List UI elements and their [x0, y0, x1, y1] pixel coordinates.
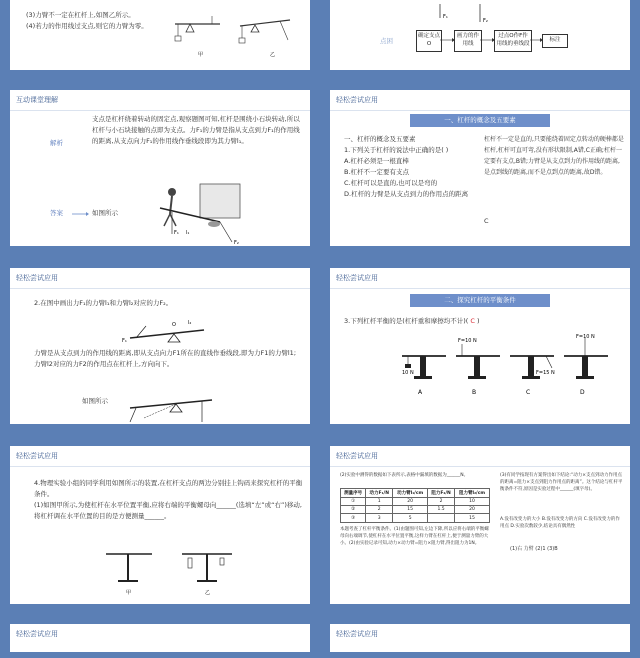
slide3-header: 互动课堂理解: [16, 96, 58, 104]
slide7-q4: 4.物理实验小组的同学利用如图所示的装置,在杠杆支点的两边分别挂上钩码来探究杠杆的平衡条件。: [34, 479, 303, 498]
slide5-o: O: [172, 322, 176, 328]
option-a-force: 10 N: [402, 370, 414, 376]
slide4-band: 一、杠杆的概念及五要素: [410, 114, 550, 127]
slide5-l2: l₂: [188, 320, 192, 326]
slide8-intro: (2)实验中测得的数据如下表所示,表格中漏填的数据为______N。: [340, 473, 469, 478]
lever-answer-diagram: [122, 386, 222, 424]
slide8-header: 轻松尝试应用: [336, 452, 378, 460]
slide-7: [4, 440, 316, 610]
crowbar-illustration: [150, 178, 260, 246]
slide4-explain: 杠杆不一定是直的,只要能绕着固定点转动的硬棒都是杠杆,杠杆可直可弯,没有形状限制,A错,C正确;杠杆一定要有支点,B错;力臂是从支点到力的作用线的距离,是点到线的距离,而不是点到点的距离,故D错。: [484, 136, 624, 176]
slide4-q-title: 一、杠杆的概念及五要素: [344, 135, 416, 143]
slide2-f1: F₁: [443, 14, 448, 20]
slide4-opt-c: C.杠杆可以是直的,也可以是弯的: [344, 179, 438, 187]
table-cell: [428, 514, 455, 523]
slide7-header: 轻松尝试应用: [16, 452, 58, 460]
flow-step-4: 标注: [542, 34, 568, 48]
slide-10: [324, 618, 636, 658]
table-cell: 10: [455, 498, 490, 506]
option-c-label: C: [526, 389, 531, 396]
slide-6: [324, 262, 636, 430]
lever-diagrams: [170, 12, 300, 62]
slide6-q3-suffix: ): [474, 317, 480, 325]
slide8-opts: A.没有改变力的大小 B.没有改变力的方向 C.没有改变力的作用点 D.实验次数较少,结论具有偶然性: [500, 517, 620, 529]
slide9-header: 轻松尝试应用: [16, 630, 58, 638]
table-cell: ③: [341, 514, 366, 523]
table-header-row: [341, 489, 490, 498]
slide4-header: 轻松尝试应用: [336, 96, 378, 104]
table-row: [341, 514, 490, 523]
slide3-analysis-text: 支点是杠杆绕着转动的固定点,观察题图可知,杠杆是围绕小石块转动,所以杠杆与小石块接触的点即为支点。力F₁的力臂是指从支点到力F₁的作用线的距离,从支点向力F₁的作用线作垂线段即为其力臂l₁。: [92, 115, 300, 145]
slide4-opt-a: A.杠杆必须是一根直棒: [344, 157, 409, 165]
slide4-answer: C: [484, 217, 489, 225]
table-header-cell: 动力F₁/N: [366, 489, 393, 498]
table-header-cell: 阻力F₂/N: [428, 489, 455, 498]
slide7-cap-b: 乙: [205, 590, 211, 596]
slide-2: [324, 0, 636, 76]
table-cell: 3: [366, 514, 393, 523]
option-d-label: D: [580, 389, 585, 396]
force-arrows: [430, 4, 510, 28]
slide2-section-label: 点困: [380, 37, 393, 45]
data-table: [340, 488, 490, 523]
lever-options-diagram: [400, 334, 610, 404]
table-cell: 2: [366, 506, 393, 514]
balance-diagrams: [102, 542, 242, 602]
slide3-answer-label: 答案: [50, 209, 63, 217]
slide3-answer-text: 如图所示: [92, 209, 118, 217]
flow-arrows: [440, 36, 550, 44]
table-cell: 5: [393, 514, 428, 523]
slide7-cap-a: 甲: [126, 590, 132, 596]
slide7-q4a: (1)如图甲所示,为使杠杆在水平位置平衡,应将右端的平衡螺母向______(选填“左”或“右”)移动,将杠杆调在水平位置的目的是方便测量______。: [34, 501, 302, 520]
slide-9: [4, 618, 316, 658]
slide2-f2: F₂: [483, 18, 488, 24]
option-d-lever: [564, 334, 608, 396]
table-header-cell: 阻力臂l₂/cm: [455, 489, 490, 498]
table-cell: ①: [341, 498, 366, 506]
slide4-opt-d: D.杠杆的力臂是从支点到力的作用点的距离: [344, 190, 469, 198]
slide1-cap-b: 乙: [270, 52, 276, 58]
slide8-answers: (1)右 力臂 (2)1 (3)B: [510, 546, 558, 552]
slide6-q3-answer: C: [470, 317, 475, 325]
slide5-header: 轻松尝试应用: [16, 274, 58, 282]
flow-step-3: 过点O作F作用线的垂线段: [494, 30, 532, 52]
slide-3: [4, 84, 316, 252]
table-cell: 1.5: [428, 506, 455, 514]
slide10-header: 轻松尝试应用: [336, 630, 378, 638]
table-header-cell: 测量序号: [341, 489, 366, 498]
table-header-cell: 动力臂l₁/cm: [393, 489, 428, 498]
option-b-force: F=10 N: [458, 338, 477, 344]
option-b-label: B: [472, 389, 477, 396]
table-cell: 15: [393, 506, 428, 514]
option-b-lever: [456, 338, 500, 396]
slide1-cap-a: 甲: [198, 52, 204, 58]
slide6-q3: [344, 316, 480, 327]
table-cell: 20: [455, 506, 490, 514]
slide6-band: 二、探究杠杆的平衡条件: [410, 294, 550, 307]
table-cell: 2: [428, 498, 455, 506]
slide6-q3-prefix: 3.下列杠杆平衡的是(杠杆重和摩擦均不计)(: [344, 317, 471, 325]
option-a-label: A: [418, 389, 423, 396]
slide3-l1: l₁: [186, 230, 190, 236]
table-row: [341, 498, 490, 506]
slide5-explain: 力臂是从支点到力的作用线的距离,即从支点向力F1所在的直线作垂线段,即为力F1的力臂l1;力臂l2对应的力F2的作用点在杠杆上,方向向下。: [34, 349, 297, 368]
lever-question-diagram: [122, 312, 212, 346]
option-d-force: F=10 N: [576, 334, 595, 340]
slide5-answer: 如图所示: [82, 397, 108, 405]
slide5-f1: F₁: [122, 338, 127, 344]
table-cell: 1: [366, 498, 393, 506]
slide-8: [324, 440, 636, 610]
table-cell: 15: [455, 514, 490, 523]
slide6-header: 轻松尝试应用: [336, 274, 378, 282]
flow-step-1: 确定支点O: [416, 30, 442, 52]
slide-5: [4, 262, 316, 430]
slide3-f2: F₂: [234, 240, 239, 246]
slide8-para: 本题考查了杠杆平衡条件。(1)由题图可知,左边下降,所以应将右端的平衡螺母向右端调节,使杠杆在水平位置平衡,这样力臂在杠杆上,便于测量力臂的大小。(2)由实验记录可知,动力×动力臂=阻力×阻力臂,得出阻力为1N。: [340, 527, 489, 546]
flow-step-2: 画力的作用线: [454, 30, 482, 52]
option-a-lever: [402, 356, 446, 396]
slide-4: [324, 84, 636, 252]
slide4-opt-b: B.杠杆不一定要有支点: [344, 168, 410, 176]
option-c-force: F=15 N: [536, 370, 555, 376]
arrow-icon: [72, 212, 90, 216]
table-cell: 20: [393, 498, 428, 506]
option-c-lever: [510, 356, 555, 396]
slide8-right-text: (3)有同学按现有方案得出如下结论:“动力×支点到动力作用点的距离=阻力×支点到阻力作用点的距离”。这个结论与杠杆平衡条件不符,原因是实验过程中______(填字母)。: [500, 473, 623, 492]
slide4-q1: 1.下列关于杠杆的说法中正确的是( ): [344, 146, 449, 154]
slide1-line1: (3)力臂不一定在杠杆上,如图乙所示。: [26, 11, 135, 19]
slide3-f1: F₁: [174, 230, 179, 236]
slide1-line2: (4)若力的作用线过支点,则它的力臂为零。: [26, 22, 148, 30]
slide-1: [4, 0, 316, 76]
table-cell: ②: [341, 506, 366, 514]
slide3-analysis-label: 解析: [50, 139, 63, 147]
table-row: [341, 506, 490, 514]
slide5-q2: 2.在图中画出力F₁的力臂l₁和力臂l₂对应的力F₂。: [34, 299, 173, 307]
